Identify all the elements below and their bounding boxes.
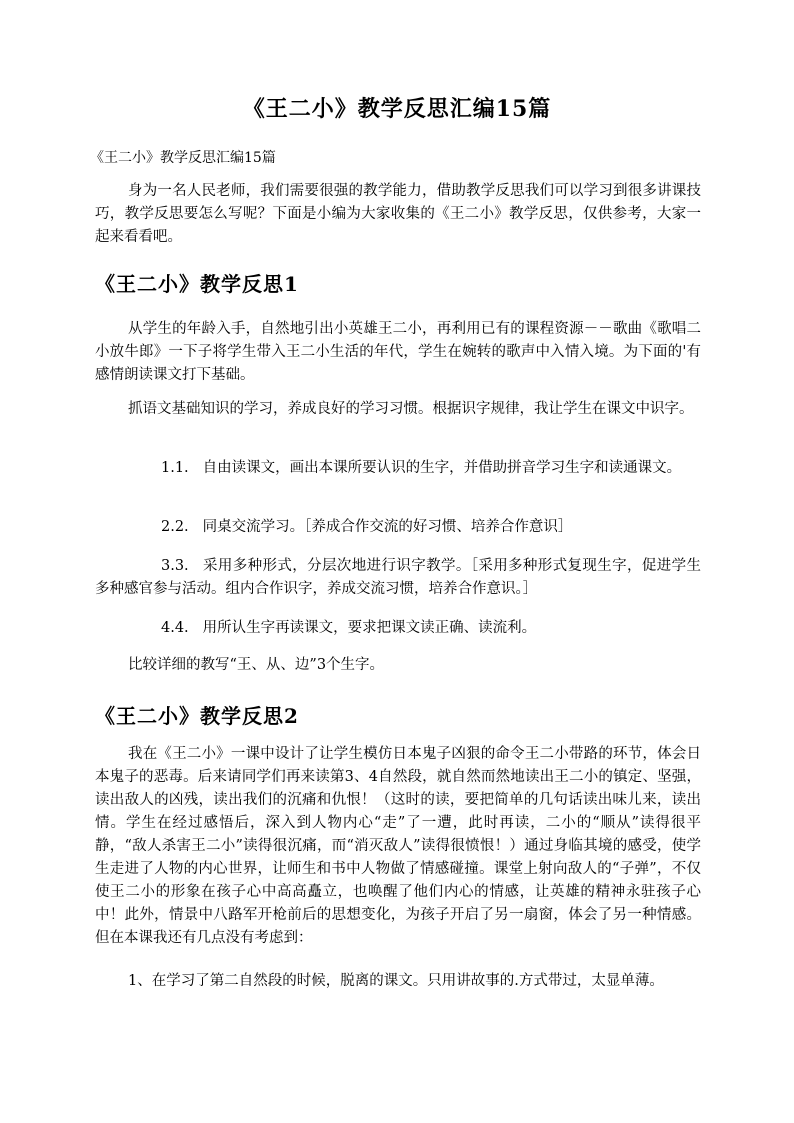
list-item-number: 1.1.: [161, 460, 189, 476]
list-item-text: 采用多种形式，分层次地进行识字教学。［采用多种形式复现生字，促进学生多种感官参与活动。组内合作识字，养成交流习惯，培养合作意识。］: [95, 558, 701, 597]
intro-paragraph: 身为一名人民老师，我们需要很强的教学能力，借助教学反思我们可以学习到很多讲课技巧，教学反思要怎么写呢？下面是小编为大家收集的《王二小》教学反思，仅供参考，大家一起来看看吧。: [95, 183, 701, 245]
section-1-paragraph-2: 抓语文基础知识的学习，养成良好的学习习惯。根据识字规律，我让学生在课文中识字。: [128, 401, 694, 417]
section-1-heading: 《王二小》教学反思1: [95, 272, 299, 296]
list-item: [95, 457, 701, 480]
section-1-paragraph-1: 从学生的年龄入手，自然地引出小英雄王二小，再利用已有的课程资源－－歌曲《歌唱二小放牛郎》一下子将学生带入王二小生活的年代，学生在婉转的歌声中入情入境。为下面的'有感情朗读课文打下基础。: [95, 321, 701, 383]
document-title: 《王二小》教学反思汇编15篇: [242, 96, 552, 122]
list-item: [95, 516, 701, 539]
section-1-paragraph-3: 比较详细的教写“王、从、边”3个生字。: [128, 657, 385, 673]
list-item: [95, 617, 701, 640]
list-item: [95, 555, 701, 601]
list-item-number: 3.3.: [161, 558, 189, 574]
list-item-text: 同桌交流学习。［养成合作交流的好习惯、培养合作意识］: [202, 519, 573, 535]
list-item-number: 4.4.: [161, 620, 189, 636]
section-2-paragraph-2: 1、在学习了第二自然段的时候，脱离的课文。只用讲故事的.方式带过，太显单薄。: [128, 973, 664, 989]
list-item-text: 用所认生字再读课文，要求把课文读正确、读流利。: [202, 620, 537, 636]
list-item-number: 2.2.: [161, 519, 189, 535]
list-item-text: 自由读课文，画出本课所要认识的生字，并借助拼音学习生字和读通课文。: [202, 460, 682, 476]
section-2-paragraph-1: 我在《王二小》一课中设计了让学生模仿日本鬼子凶狠的命令王二小带路的环节，体会日本鬼子的恶毒。后来请同学们再来读第3、4自然段，就自然而然地读出王二小的镇定、坚强，读出敌人的凶残，读出我们的沉痛和仇恨！（这时的读，要把简单的几句话读出味儿来，读出情。学生在经过感悟后，深入到人物内心“走”了一遭，此时再读，二小的“顺从”读得很平静，“敌人杀害王二小”读得很沉痛，而“消灭敌人”读得很愤恨！）通过身临其境的感受，使学生走进了人物的内心世界，让师生和书中人物做了情感碰撞。课堂上射向敌人的“子弹”，不仅使王二小的形象在孩子心中高高矗立，也唤醒了他们内心的情感，让英雄的精神永驻孩子心中！此外，情景中八路军开枪前后的思想变化，为孩子开启了另一扇窗，体会了另一种情感。但在本课我还有几点没有考虑到：: [95, 746, 701, 946]
section-2-heading: 《王二小》教学反思2: [95, 704, 299, 728]
document-subtitle: 《王二小》教学反思汇编15篇: [90, 150, 276, 166]
